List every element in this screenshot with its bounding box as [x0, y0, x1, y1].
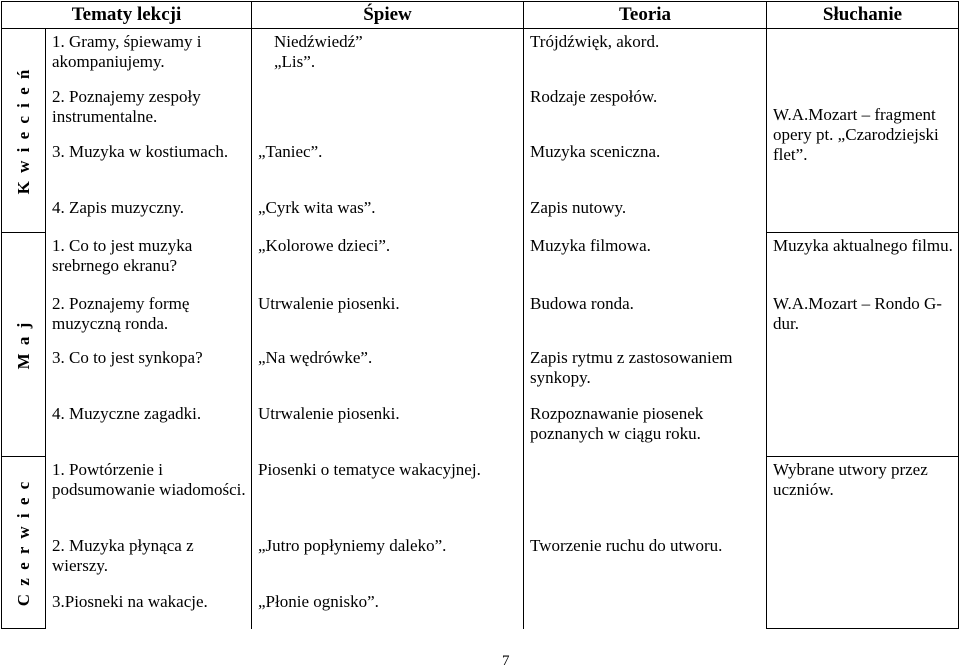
- table-row: [2, 291, 959, 345]
- cell-sluchanie: Muzyka aktualnego filmu.: [767, 233, 959, 291]
- cell-spiew: „Jutro popłyniemy daleko”.: [252, 533, 524, 589]
- cell-spiew: „Cyrk wita was”.: [252, 195, 524, 233]
- cell-teoria: Zapis nutowy.: [524, 195, 767, 233]
- cell-spiew: [252, 84, 524, 139]
- cell-spiew: „Na wędrówke”.: [252, 345, 524, 401]
- cell-temat: 3. Co to jest synkopa?: [46, 345, 252, 401]
- cell-teoria: Muzyka filmowa.: [524, 233, 767, 291]
- cell-teoria: Trójdźwięk, akord.: [524, 29, 767, 84]
- cell-spiew: „Płonie ognisko”.: [252, 589, 524, 629]
- cell-teoria: [524, 589, 767, 629]
- cell-temat: 4. Muzyczne zagadki.: [46, 401, 252, 457]
- cell-sluchanie: W.A.Mozart – fragment opery pt. „Czarodziejski flet”.: [767, 29, 959, 233]
- header-row: [2, 2, 959, 29]
- cell-sluchanie: [767, 401, 959, 457]
- cell-temat: 4. Zapis muzyczny.: [46, 195, 252, 233]
- cell-teoria: Muzyka sceniczna.: [524, 139, 767, 195]
- cell-spiew: Piosenki o tematyce wakacyjnej.: [252, 457, 524, 533]
- cell-teoria: Zapis rytmu z zastosowaniem synkopy.: [524, 345, 767, 401]
- cell-temat: 1. Powtórzenie i podsumowanie wiadomości.: [46, 457, 252, 533]
- cell-temat: 1. Gramy, śpiewamy i akompaniujemy.: [46, 29, 252, 84]
- cell-temat: 2. Poznajemy zespoły instrumentalne.: [46, 84, 252, 139]
- month-label-czerwiec: C z e r w i e c: [2, 457, 46, 629]
- cell-temat: 2. Muzyka płynąca z wierszy.: [46, 533, 252, 589]
- table-row: [2, 345, 959, 401]
- cell-spiew: „Taniec”.: [252, 139, 524, 195]
- cell-spiew: Utrwalenie piosenki.: [252, 291, 524, 345]
- cell-spiew: „Kolorowe dzieci”.: [252, 233, 524, 291]
- header-tematy: Tematy lekcji: [2, 2, 252, 29]
- cell-temat: 3.Piosneki na wakacje.: [46, 589, 252, 629]
- cell-teoria: Rodzaje zespołów.: [524, 84, 767, 139]
- cell-sluchanie: Wybrane utwory przez uczniów.: [767, 457, 959, 629]
- cell-teoria: Rozpoznawanie piosenek poznanych w ciągu roku.: [524, 401, 767, 457]
- cell-teoria: Tworzenie ruchu do utworu.: [524, 533, 767, 589]
- cell-sluchanie: W.A.Mozart – Rondo G-dur.: [767, 291, 959, 345]
- table-row: [2, 457, 959, 533]
- cell-sluchanie: [767, 345, 959, 401]
- header-teoria: Teoria: [524, 2, 767, 29]
- cell-temat: 1. Co to jest muzyka srebrnego ekranu?: [46, 233, 252, 291]
- page-number: 7: [502, 653, 510, 669]
- cell-temat: 2. Poznajemy formę muzyczną ronda.: [46, 291, 252, 345]
- cell-temat: 3. Muzyka w kostiumach.: [46, 139, 252, 195]
- table-row: [2, 29, 959, 84]
- month-label-maj: M a j: [2, 233, 46, 457]
- cell-spiew: Niedźwiedź” „Lis”.: [252, 29, 524, 84]
- cell-spiew: Utrwalenie piosenki.: [252, 401, 524, 457]
- cell-teoria: Budowa ronda.: [524, 291, 767, 345]
- header-sluchanie: Słuchanie: [767, 2, 959, 29]
- month-label-kwiecien: K w i e c i e ń: [2, 29, 46, 233]
- table-row: [2, 401, 959, 457]
- cell-teoria: [524, 457, 767, 533]
- table-row: [2, 233, 959, 291]
- lesson-plan-table: [1, 1, 959, 629]
- header-spiew: Śpiew: [252, 2, 524, 29]
